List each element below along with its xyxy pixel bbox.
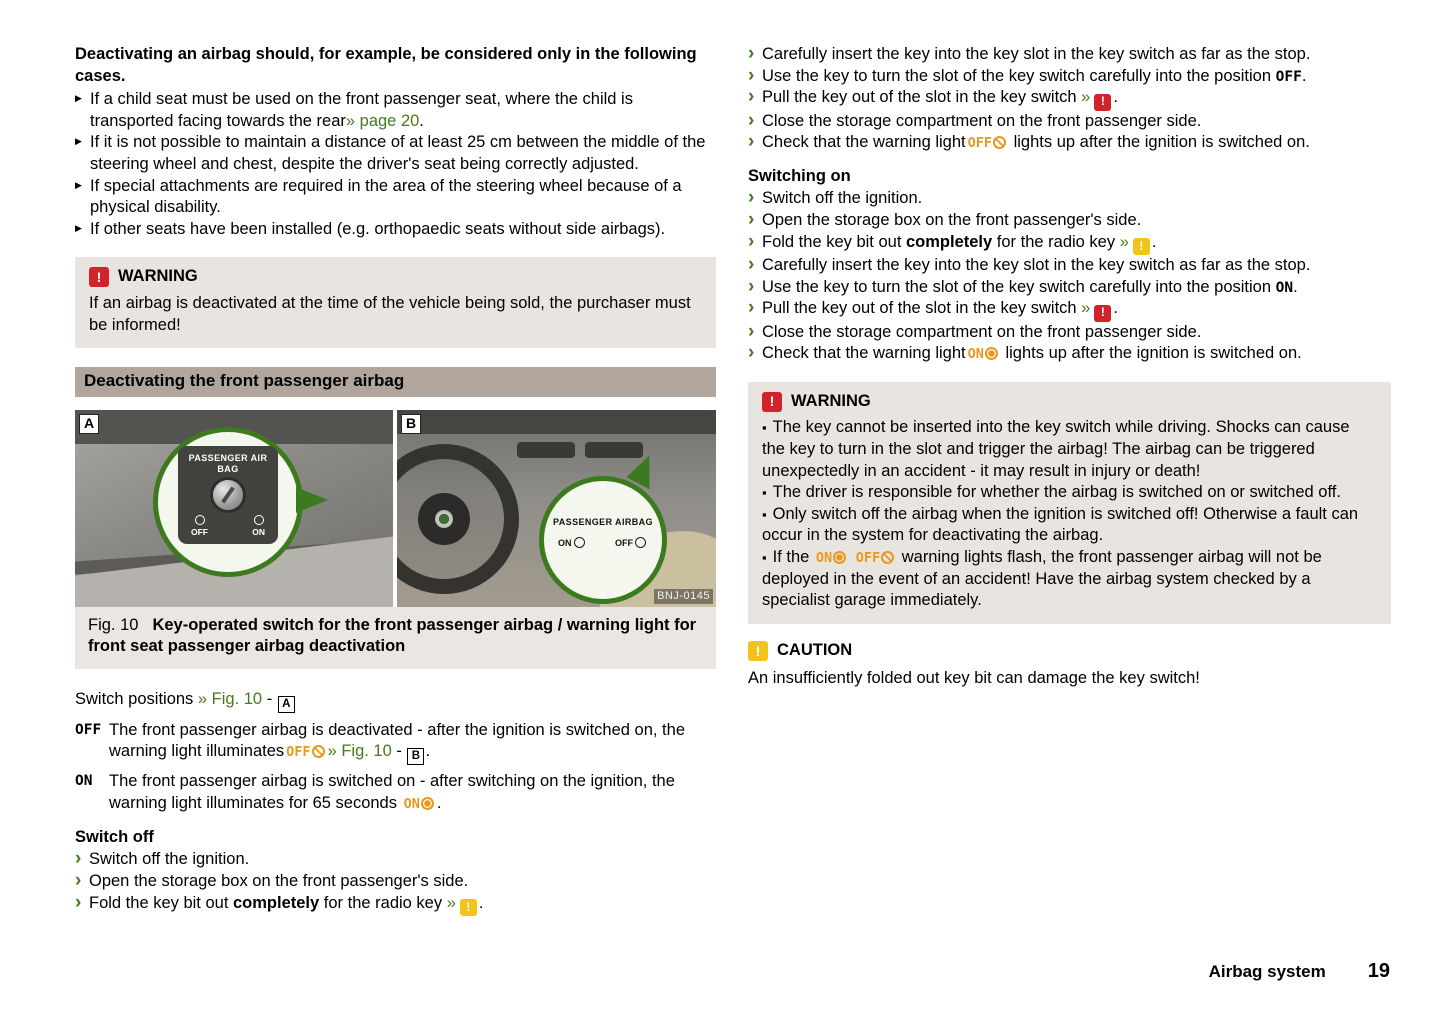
text-plain: Close the storage compartment on the front passenger side. (762, 322, 1202, 341)
text-plain: . (1151, 232, 1157, 251)
text-link[interactable]: » (1081, 88, 1091, 107)
image-code: BNJ-0145 (654, 589, 713, 603)
step-item (748, 44, 1391, 66)
caution-header (748, 640, 1391, 662)
text-plain: Pull the key out of the slot in the key switch (762, 88, 1082, 107)
windscreen-art (397, 410, 716, 434)
airbag-on-icon (833, 551, 846, 564)
switch-positions-line (75, 689, 716, 713)
text-plain: lights up after the ignition is switched on. (1009, 133, 1310, 152)
text-plain: Check that the warning light (762, 344, 966, 363)
text-plain: Check that the warning light (762, 133, 966, 152)
figure-panel-b (397, 410, 716, 607)
step-item (75, 871, 716, 893)
warning-box (75, 257, 716, 348)
airbag-off-icon (312, 745, 325, 758)
text-plain: Switch off the ignition. (762, 189, 923, 208)
section-header: Deactivating the front passenger airbag (75, 367, 716, 396)
text-plain: . (436, 794, 442, 813)
panel-a-label: A (79, 414, 99, 434)
text-plain: Open the storage box on the front passenger's side. (762, 211, 1142, 230)
step-item (75, 849, 716, 871)
airbag-on-icon (254, 515, 264, 525)
page-footer (1209, 958, 1390, 984)
ref-box-b: B (407, 748, 424, 765)
switch-position-definitions (75, 720, 716, 815)
intro-heading: Deactivating an airbag should, for example, be considered only in the following cases. (75, 45, 697, 85)
text-plain: Carefully insert the key into the key slot in the key switch as far as the stop. (762, 255, 1311, 274)
fig-10-link[interactable]: » Fig. 10 (197, 689, 263, 708)
warning-item (762, 504, 1377, 547)
figure-10 (75, 410, 716, 607)
text-plain: warning lights flash, the front passenger airbag will not be deployed in the event of an accident! Have the airbag system checked by a specialist garage immediately. (762, 548, 1322, 610)
airbag-off-icon (635, 537, 646, 548)
switch-off-steps (75, 849, 716, 916)
indicator-lights-row (544, 537, 662, 550)
text-plain: for the radio key (319, 893, 447, 912)
air-vent-art (517, 442, 575, 458)
warning-ref-icon: ! (1094, 94, 1111, 111)
step-item (75, 893, 716, 916)
text-plain: Only switch off the airbag when the ignition is switched off! Otherwise a fault can occur in the system for deactivating the airbag. (762, 504, 1359, 545)
warning-item (762, 482, 1377, 504)
text-plain: The front passenger airbag is deactivated - after the ignition is switched on, the warning light illuminates (109, 720, 685, 761)
airbag-on-indicator: ON (815, 550, 833, 567)
off-label: OFF (191, 527, 208, 538)
text-b: completely (906, 232, 993, 251)
airbag-off-icon (993, 136, 1006, 149)
text-plain: . (1113, 88, 1118, 107)
step-item (748, 210, 1391, 232)
switch-off-steps-continued (748, 44, 1391, 154)
definition-off (75, 720, 716, 766)
warning-text: If an airbag is deactivated at the time of the vehicle being sold, the purchaser must be informed! (89, 294, 691, 334)
text-plain: . (478, 893, 484, 912)
air-vent-art (585, 442, 643, 458)
warning-header (762, 391, 1377, 413)
caution-ref-icon: ! (460, 899, 477, 916)
airbag-on-icon (985, 347, 998, 360)
figure-panel-a (75, 410, 393, 607)
indicator-on (558, 537, 587, 550)
on-label: ON (252, 527, 265, 538)
off-term: OFF (75, 721, 102, 738)
right-column (748, 44, 1391, 690)
text-plain: The key cannot be inserted into the key switch while driving. Shocks can cause the key to turn in the slot and trigger the airbag! The airbag can be triggered unexpectedly in an accident - it may result in injury or death! (762, 418, 1350, 480)
ref-box-a: A (278, 696, 295, 713)
airbag-off-icon (195, 515, 205, 525)
text-mono: OFF (1275, 68, 1302, 85)
figure-number: Fig. 10 (88, 615, 139, 634)
text-plain: . (1293, 277, 1298, 296)
callout-pointer (296, 487, 328, 513)
warning-header (89, 266, 702, 288)
text-mono: ON (1275, 279, 1294, 296)
page-number: 19 (1367, 960, 1390, 982)
step-item (748, 277, 1391, 299)
indicator-off (615, 537, 648, 550)
text-link[interactable]: » (446, 893, 456, 912)
text-plain: Switch off the ignition. (89, 850, 250, 869)
text-plain: - (262, 689, 277, 708)
on-term: ON (75, 773, 93, 790)
switch-position-on (252, 515, 265, 538)
caution-text: An insufficiently folded out key bit can damage the key switch! (748, 669, 1200, 688)
step-item (748, 132, 1391, 154)
figure-caption-text: Key-operated switch for the front passenger airbag / warning light for front seat passenger airbag deactivation (88, 615, 697, 656)
page-20-link[interactable]: » page 20 (345, 111, 420, 130)
text-plain: If other seats have been installed (e.g. orthopaedic seats without side airbags). (90, 219, 666, 238)
list-item (75, 219, 716, 241)
text-plain: . (1113, 299, 1118, 318)
warning-box (748, 382, 1391, 624)
fig-10-link[interactable]: » Fig. 10 (327, 742, 392, 761)
panel-b-label: B (401, 414, 421, 434)
airbag-off-indicator: OFF (967, 135, 993, 152)
step-item (748, 232, 1391, 255)
airbag-off-indicator: OFF (855, 550, 881, 567)
step-item (748, 298, 1391, 321)
text-plain: Pull the key out of the slot in the key switch (762, 299, 1082, 318)
switching-on-heading: Switching on (748, 166, 851, 185)
definition-on (75, 771, 716, 814)
step-item (748, 111, 1391, 133)
text-link[interactable]: » (1081, 299, 1091, 318)
text-plain: Fold the key bit out (89, 893, 233, 912)
warning-icon: ! (89, 267, 109, 287)
list-item (75, 132, 716, 175)
switch-position-off (191, 515, 208, 538)
text-plain: If special attachments are required in the area of the steering wheel because of a physical disability. (90, 176, 682, 217)
list-item (75, 176, 716, 219)
airbag-on-icon (421, 797, 434, 810)
footer-section-title: Airbag system (1208, 962, 1326, 981)
text-plain: lights up after the ignition is switched on. (1000, 344, 1302, 363)
text-plain: Use the key to turn the slot of the key switch carefully into the position (762, 277, 1276, 296)
text-plain: Close the storage compartment on the front passenger side. (762, 111, 1202, 130)
airbag-off-icon (881, 551, 894, 564)
warning-icon: ! (762, 392, 782, 412)
text-plain: Fold the key bit out (762, 232, 906, 251)
switching-on-steps (748, 188, 1391, 364)
warning-ref-icon: ! (1094, 305, 1111, 322)
text-plain: The front passenger airbag is switched on - after switching on the ignition, the warning light illuminates for 65 seconds (109, 772, 675, 813)
text-plain: Use the key to turn the slot of the key switch carefully into the position (762, 66, 1276, 85)
left-column (75, 44, 716, 916)
indicator-title: PASSENGER AIRBAG (553, 516, 653, 527)
switch-positions-row (183, 515, 273, 538)
text-plain: If the (772, 548, 814, 567)
off-definition (109, 720, 716, 766)
rotary-switch (213, 480, 243, 510)
step-item (748, 87, 1391, 110)
caution-icon: ! (748, 641, 768, 661)
off-label: OFF (615, 538, 633, 549)
considerations-list (75, 89, 716, 240)
text-link[interactable]: » (1119, 232, 1129, 251)
text-plain: . (1301, 66, 1307, 85)
airbag-off-indicator: OFF (286, 744, 311, 761)
text-plain: . (425, 742, 431, 761)
switch-off-heading: Switch off (75, 827, 154, 846)
text-plain (849, 548, 854, 566)
on-definition (109, 771, 716, 814)
text-plain: - (391, 742, 407, 761)
airbag-on-indicator: ON (967, 346, 984, 363)
caution-title: CAUTION (777, 640, 853, 659)
text-plain: The driver is responsible for whether the airbag is switched on or switched off. (772, 483, 1341, 502)
text-plain: for the radio key (992, 232, 1120, 251)
warning-title: WARNING (791, 391, 871, 410)
text-b: completely (233, 893, 320, 912)
caution-ref-icon: ! (1133, 238, 1150, 255)
airbag-on-indicator: ON (403, 796, 420, 813)
indicator-panel (544, 481, 662, 551)
airbag-on-icon (574, 537, 585, 548)
step-item (748, 188, 1391, 210)
step-item (748, 255, 1391, 277)
step-item (748, 343, 1391, 365)
steering-wheel-art (397, 444, 519, 594)
figure-caption (75, 607, 716, 669)
brand-badge-icon (435, 510, 453, 528)
list-item (75, 89, 716, 132)
text-plain: . (419, 111, 424, 130)
airbag-key-switch (178, 446, 278, 545)
text-plain: If a child seat must be used on the front passenger seat, where the child is transported facing towards the rear (90, 90, 633, 130)
text-plain: Switch positions (75, 689, 198, 708)
warning-title: WARNING (118, 267, 198, 286)
text-plain: Open the storage box on the front passenger's side. (89, 871, 469, 890)
switch-title: PASSENGER AIR BAG (188, 452, 268, 474)
indicator-callout (539, 476, 667, 604)
warning-item (762, 417, 1377, 482)
key-slot (221, 487, 235, 504)
steering-hub-art (418, 493, 470, 545)
switch-callout (153, 427, 303, 577)
step-item (748, 66, 1391, 88)
text-plain: If it is not possible to maintain a distance of at least 25 cm between the middle of the steering wheel and chest, despite the driver's seat being correctly adjusted. (90, 133, 706, 174)
text-plain: Carefully insert the key into the key slot in the key switch as far as the stop. (762, 45, 1311, 63)
on-label: ON (558, 538, 572, 549)
step-item (748, 322, 1391, 344)
warning-item (762, 547, 1377, 612)
